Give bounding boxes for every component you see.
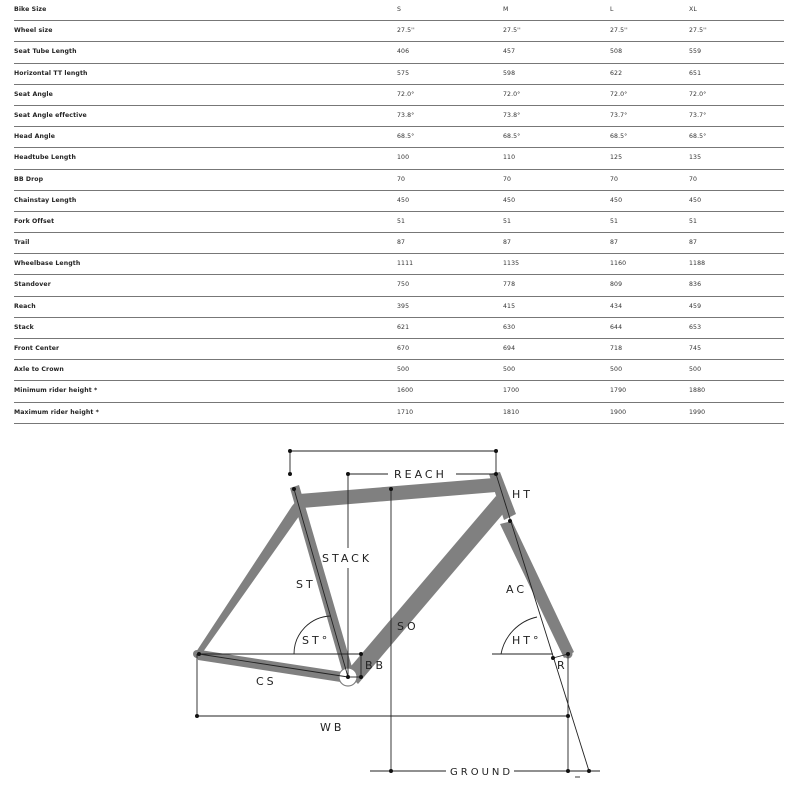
row-value: 68.5° bbox=[503, 133, 521, 141]
row-label: Seat Angle bbox=[14, 90, 53, 98]
row-value: 653 bbox=[689, 323, 702, 331]
row-label: Trail bbox=[14, 239, 30, 247]
row-value: 459 bbox=[689, 302, 702, 310]
row-label: Axle to Crown bbox=[14, 366, 64, 374]
row-value: 1111 bbox=[397, 260, 414, 268]
label-reach: REACH bbox=[394, 468, 447, 481]
row-value: 1990 bbox=[689, 408, 706, 416]
row-value: 1160 bbox=[610, 260, 627, 268]
row-value: 598 bbox=[503, 69, 516, 77]
row-value: 450 bbox=[503, 196, 516, 204]
down-tube bbox=[346, 496, 508, 684]
row-label: Seat Angle effective bbox=[14, 111, 87, 119]
seat-stay bbox=[196, 500, 302, 652]
row-value: 73.7° bbox=[689, 111, 707, 119]
row-value: 70 bbox=[503, 175, 512, 183]
label-stack: STACK bbox=[322, 552, 373, 565]
label-bb: BB bbox=[365, 659, 387, 672]
row-value: 72.0° bbox=[397, 90, 415, 98]
row-value: 718 bbox=[610, 345, 623, 352]
label-ac: AC bbox=[506, 583, 528, 596]
row-value: 457 bbox=[503, 48, 516, 56]
label-cs: CS bbox=[256, 675, 277, 688]
row-value: 100 bbox=[397, 154, 410, 162]
row-value: 809 bbox=[610, 281, 623, 289]
row-value: 87 bbox=[689, 239, 698, 247]
row-value: 73.8° bbox=[397, 111, 415, 119]
row-value: 73.7° bbox=[610, 111, 628, 119]
row-value: 27.5'' bbox=[397, 27, 415, 35]
row-label: Horizontal TT length bbox=[14, 69, 88, 77]
row-label: Minimum rider height * bbox=[14, 387, 98, 395]
row-value: 622 bbox=[610, 69, 623, 77]
row-label: Chainstay Length bbox=[14, 196, 77, 204]
row-label: Wheelbase Length bbox=[14, 260, 81, 268]
row-value: 27.5'' bbox=[689, 27, 707, 35]
row-label: Front Center bbox=[14, 345, 60, 352]
row-label: Head Angle bbox=[14, 133, 56, 141]
row-value: 51 bbox=[610, 217, 619, 225]
row-value: 1900 bbox=[610, 408, 627, 416]
row-value: 395 bbox=[397, 302, 410, 310]
row-value: 87 bbox=[397, 239, 406, 247]
row-label: Wheel size bbox=[14, 27, 53, 35]
row-value: 125 bbox=[610, 154, 623, 162]
row-value: 500 bbox=[610, 366, 623, 374]
row-value: 51 bbox=[397, 217, 406, 225]
row-value: L bbox=[610, 6, 614, 13]
row-value: 1710 bbox=[397, 408, 414, 416]
label-ground: GROUND bbox=[450, 767, 514, 778]
row-value: 73.8° bbox=[503, 111, 521, 119]
bike-frame bbox=[196, 472, 574, 684]
row-value: 27.5'' bbox=[503, 27, 521, 35]
row-value: 415 bbox=[503, 302, 516, 310]
label-ht: HT bbox=[512, 488, 533, 501]
row-value: XL bbox=[689, 6, 697, 13]
row-value: 1188 bbox=[689, 260, 706, 268]
row-value: 434 bbox=[610, 302, 623, 310]
top-tube bbox=[299, 478, 496, 508]
row-value: 68.5° bbox=[689, 133, 707, 141]
row-label: BB Drop bbox=[14, 175, 44, 183]
row-value: 778 bbox=[503, 281, 516, 289]
row-value: 450 bbox=[397, 196, 410, 204]
row-label: Reach bbox=[14, 302, 36, 310]
row-value: S bbox=[397, 6, 402, 13]
row-value: 630 bbox=[503, 323, 516, 331]
row-value: 1600 bbox=[397, 387, 414, 395]
label-st: ST bbox=[296, 578, 316, 591]
row-value: 621 bbox=[397, 323, 410, 331]
row-value: 70 bbox=[397, 175, 406, 183]
row-value: 1810 bbox=[503, 408, 520, 416]
row-value: 72.0° bbox=[689, 90, 707, 98]
row-label: Bike Size bbox=[14, 6, 47, 13]
row-value: 836 bbox=[689, 281, 702, 289]
row-value: 87 bbox=[503, 239, 512, 247]
row-value: 508 bbox=[610, 48, 623, 56]
row-value: 670 bbox=[397, 345, 410, 352]
row-value: 87 bbox=[610, 239, 619, 247]
row-label: Stack bbox=[14, 323, 34, 331]
label-wb: WB bbox=[320, 721, 345, 734]
label-r: R bbox=[557, 659, 565, 672]
row-label: Seat Tube Length bbox=[14, 48, 77, 56]
label-so: SO bbox=[397, 620, 419, 633]
row-label: Fork Offset bbox=[14, 217, 55, 225]
row-value: 450 bbox=[610, 196, 623, 204]
row-value: 651 bbox=[689, 69, 702, 77]
row-value: 1700 bbox=[503, 387, 520, 395]
row-value: 135 bbox=[689, 154, 702, 162]
row-label: Maximum rider height * bbox=[14, 408, 100, 416]
row-label: Headtube Length bbox=[14, 154, 76, 162]
label-st-angle: ST° bbox=[302, 634, 331, 647]
row-value: 72.0° bbox=[610, 90, 628, 98]
row-value: 406 bbox=[397, 48, 410, 56]
row-value: 70 bbox=[610, 175, 619, 183]
row-value: 559 bbox=[689, 48, 702, 56]
row-value: 27.5'' bbox=[610, 27, 628, 35]
row-value: 110 bbox=[503, 154, 516, 162]
row-value: 575 bbox=[397, 69, 410, 77]
row-value: 745 bbox=[689, 345, 702, 352]
row-value: 644 bbox=[610, 323, 623, 331]
row-value: 68.5° bbox=[397, 133, 415, 141]
row-value: 450 bbox=[689, 196, 702, 204]
row-value: 500 bbox=[397, 366, 410, 374]
row-value: 70 bbox=[689, 175, 698, 183]
row-value: 1880 bbox=[689, 387, 706, 395]
row-value: 500 bbox=[689, 366, 702, 374]
row-value: M bbox=[503, 6, 509, 13]
row-value: 750 bbox=[397, 281, 410, 289]
row-value: 500 bbox=[503, 366, 516, 374]
row-value: 68.5° bbox=[610, 133, 628, 141]
row-label: Standover bbox=[14, 281, 51, 289]
row-value: 694 bbox=[503, 345, 516, 352]
row-value: 51 bbox=[503, 217, 512, 225]
row-value: 51 bbox=[689, 217, 698, 225]
row-value: 1790 bbox=[610, 387, 627, 395]
row-value: 1135 bbox=[503, 260, 520, 268]
label-ht-angle: HT° bbox=[512, 634, 542, 647]
row-value: 72.0° bbox=[503, 90, 521, 98]
